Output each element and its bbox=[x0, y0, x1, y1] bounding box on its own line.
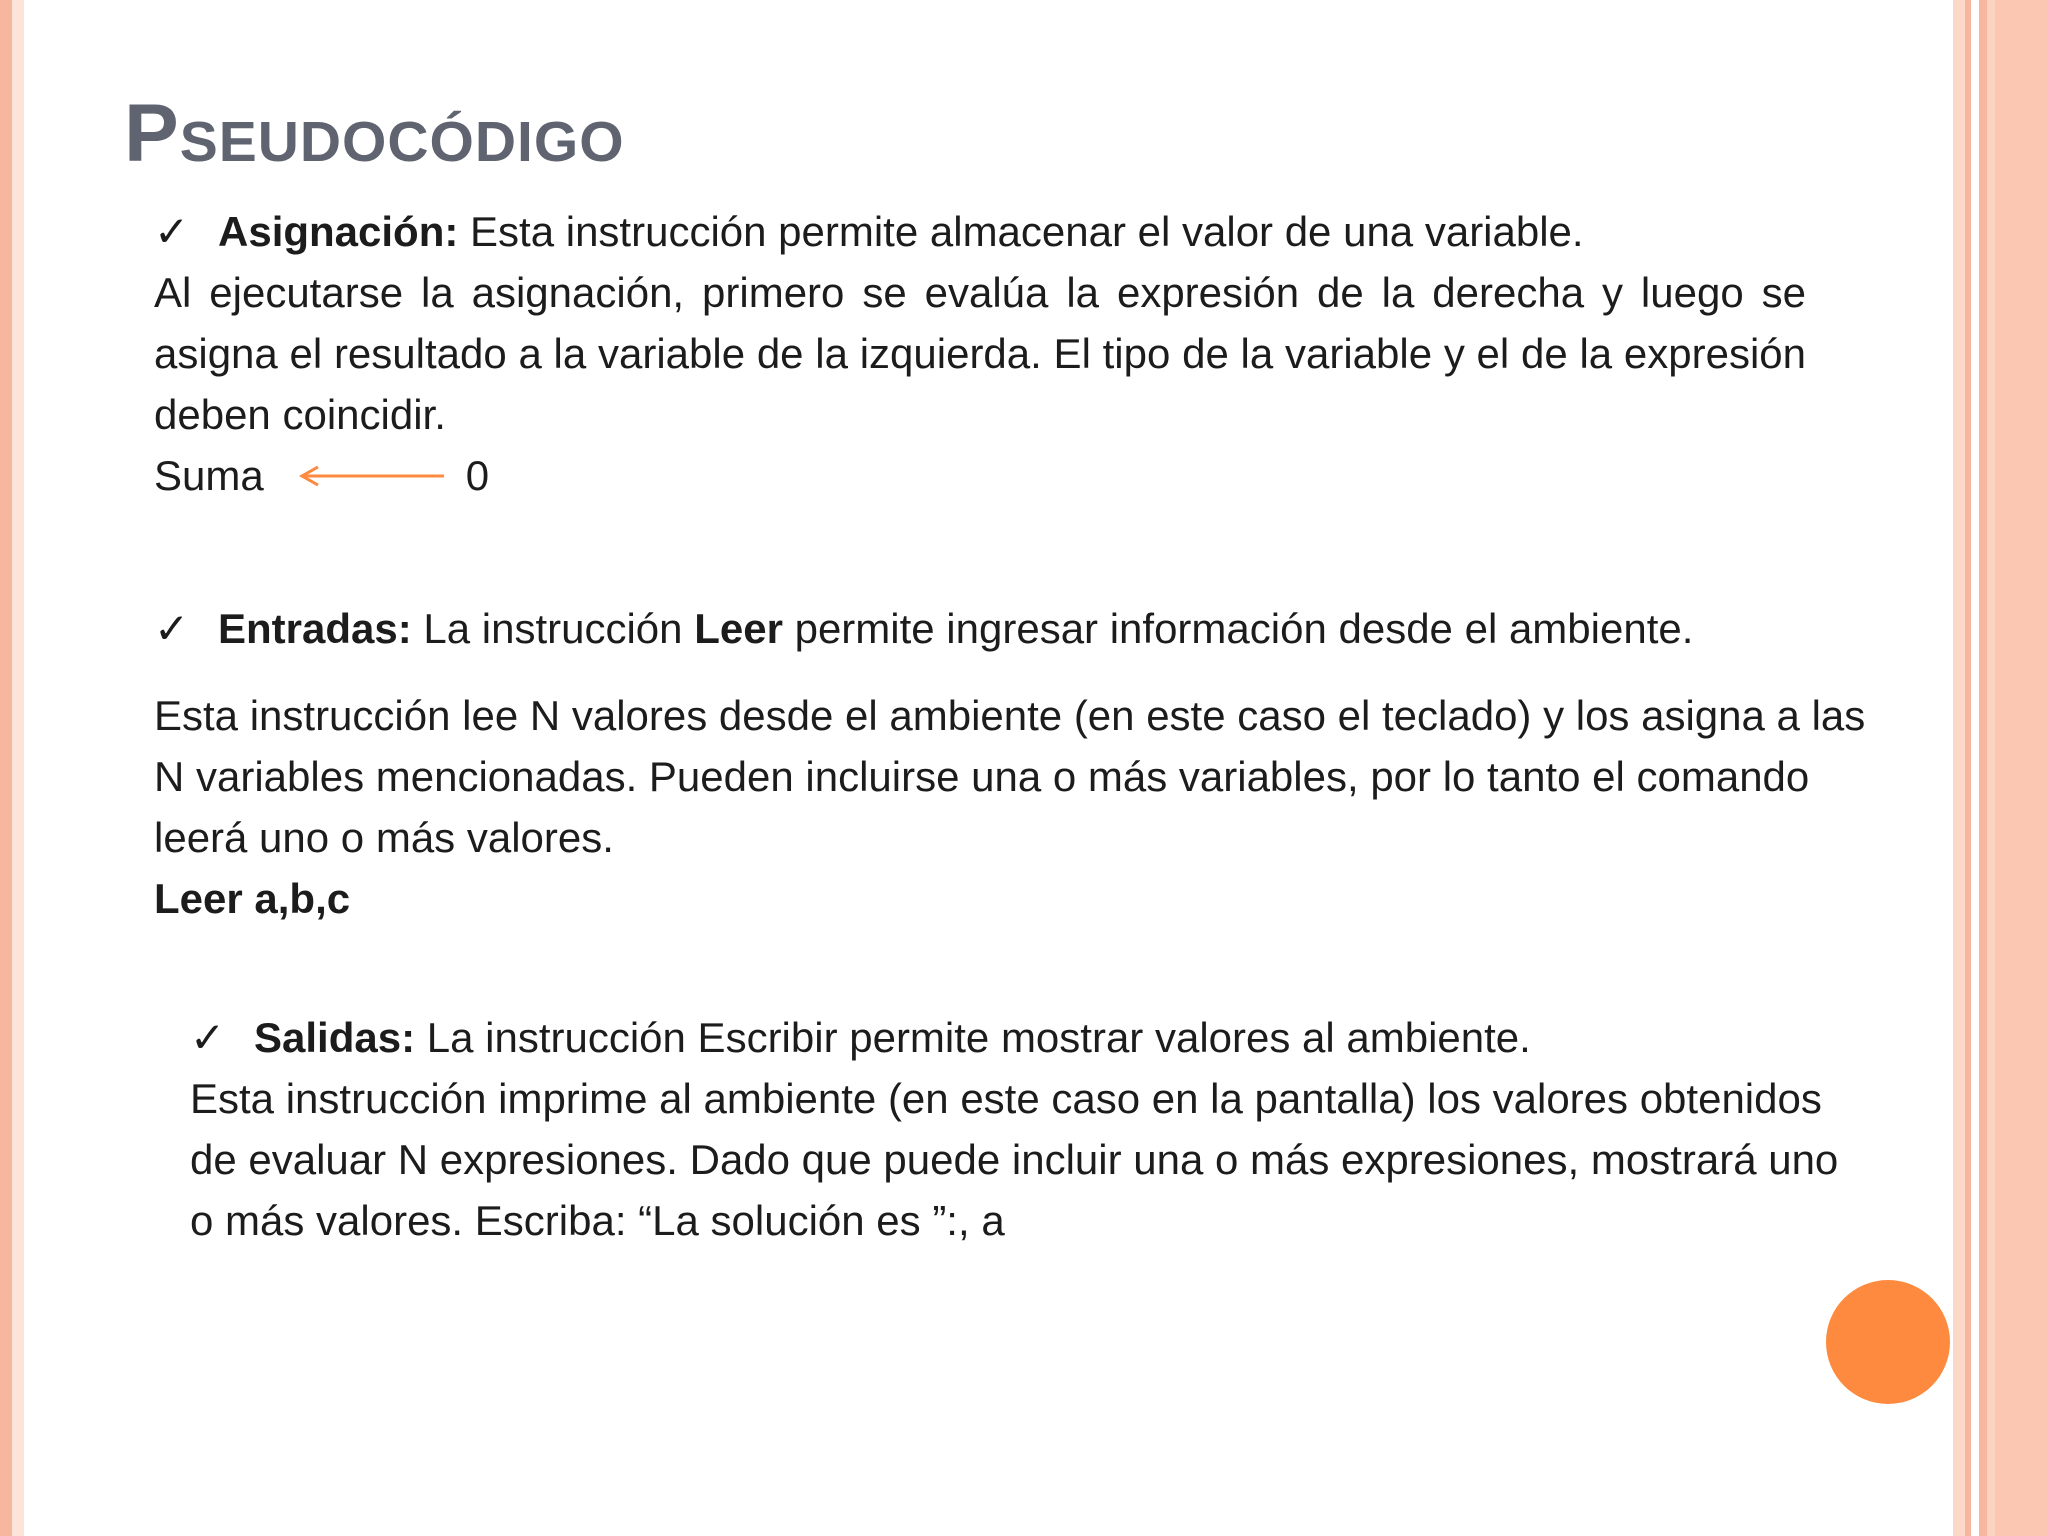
entradas-lead-keyword: Leer bbox=[694, 605, 783, 652]
checkmark-icon: ✓ bbox=[154, 208, 190, 255]
salidas-bullet bbox=[190, 1007, 1870, 1068]
example-variable: Suma bbox=[154, 452, 264, 499]
right-border-stripe bbox=[1987, 0, 1995, 1536]
salidas-label: Salidas: bbox=[254, 1014, 416, 1061]
decorative-circle bbox=[1826, 1280, 1950, 1404]
example-value: 0 bbox=[465, 452, 490, 499]
checkmark-icon: ✓ bbox=[154, 605, 190, 652]
right-border-stripe bbox=[1953, 0, 1965, 1536]
right-border-band bbox=[1995, 0, 2048, 1536]
entradas-bullet bbox=[154, 598, 1874, 659]
entradas-lead-part1: La instrucción bbox=[411, 605, 695, 652]
left-border-stripe bbox=[0, 0, 12, 1536]
entradas-paragraph: Esta instrucción lee N valores desde el ambiente (en este caso el teclado) y los asigna a las N variables mencionadas. Pueden incluirse una o más variables, por lo tanto el comando leerá uno o más valores. bbox=[154, 692, 1866, 861]
salidas-lead: La instrucción Escribir permite mostrar valores al ambiente. bbox=[415, 1014, 1531, 1061]
asignacion-label: Asignación: bbox=[218, 208, 459, 255]
entradas-section bbox=[154, 598, 1874, 929]
asignacion-lead: Esta instrucción permite almacenar el valor de una variable. bbox=[458, 208, 1584, 255]
right-border-stripe bbox=[1979, 0, 1987, 1536]
entradas-label: Entradas: bbox=[218, 605, 412, 652]
salidas-paragraph: Esta instrucción imprime al ambiente (en este caso en la pantalla) los valores obtenidos de evaluar N expresiones. Dado que puede incluir una o más expresiones, mostrará uno o más valores. Escriba: “La solución es ”:, a bbox=[190, 1075, 1839, 1244]
asignacion-example bbox=[154, 445, 1806, 506]
checkmark-icon: ✓ bbox=[190, 1014, 226, 1061]
asignacion-bullet bbox=[154, 201, 1806, 262]
slide-title: Pseudocódigo bbox=[124, 88, 625, 179]
salidas-section bbox=[190, 1007, 1870, 1251]
entradas-example: Leer a,b,c bbox=[154, 875, 351, 922]
left-arrow-icon bbox=[298, 466, 448, 486]
entradas-lead-part2: permite ingresar información desde el ambiente. bbox=[782, 605, 1694, 652]
asignacion-section bbox=[154, 201, 1806, 506]
left-border-stripe-light bbox=[12, 0, 24, 1536]
right-border-gap bbox=[1971, 0, 1979, 1536]
asignacion-paragraph: Al ejecutarse la asignación, primero se evalúa la expresión de la derecha y luego se asigna el resultado a la variable de la izquierda. El tipo de la variable y el de la expresión deben coincidir. bbox=[154, 269, 1806, 438]
